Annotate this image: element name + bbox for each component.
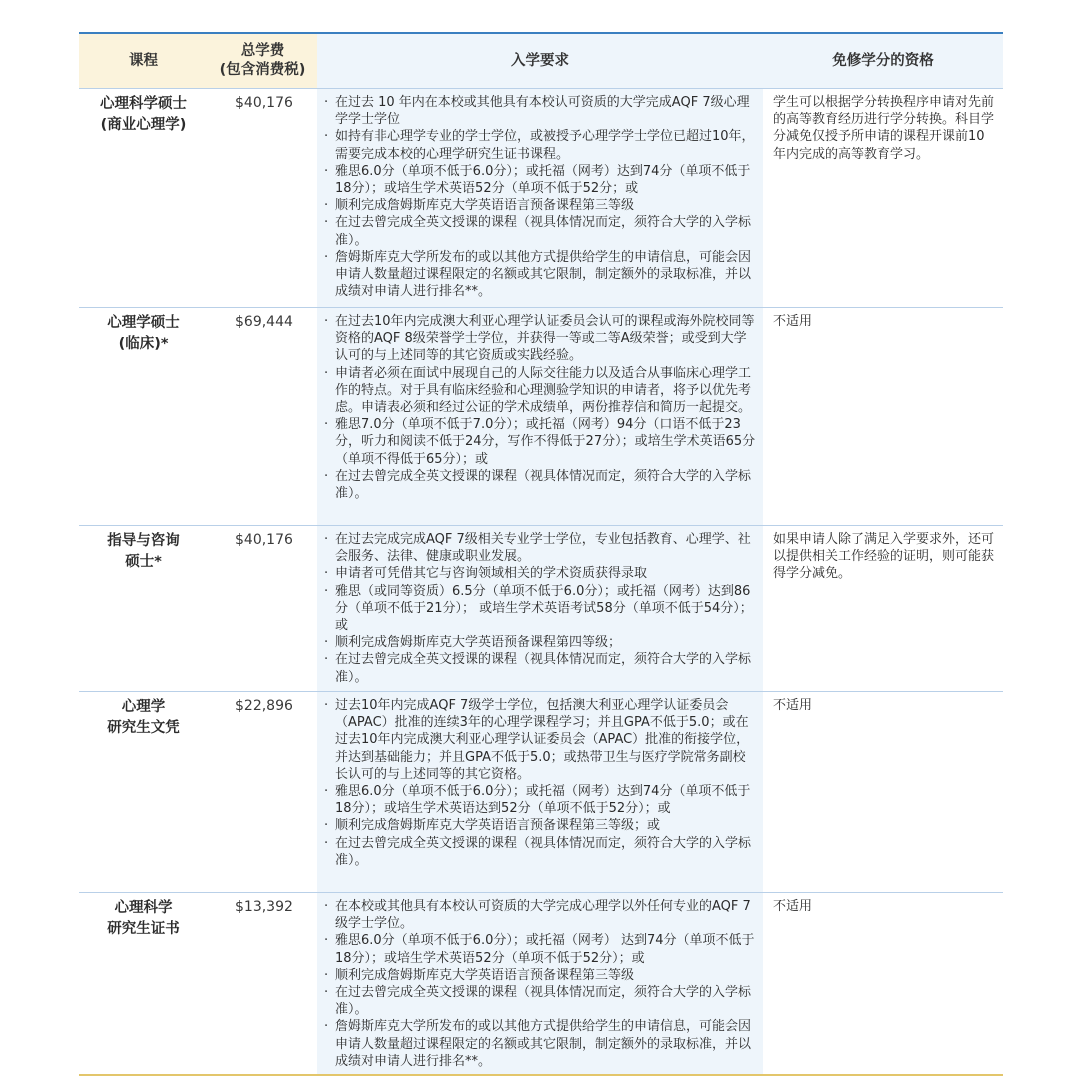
requirement-item: · 詹姆斯库克大学所发布的或以其他方式提供给学生的申请信息，可能会因申请人数量超过课程限定的名额或其它限制，制定额外的录取标准，并以成绩对申请人进行排名**。 bbox=[323, 1018, 757, 1070]
requirement-item: · 雅思6.0分（单项不低于6.0分）；或托福（网考）达到74分（单项不低于18分）；或培生学术英语52分（单项不低于52分；或 bbox=[323, 163, 757, 197]
requirement-item: · 申请者必须在面试中展现自己的人际交往能力以及适合从事临床心理学工作的特点。对于具有临床经验和心理测验学知识的申请者，将予以优先考虑。申请表必须和经过公证的学术成绩单，两份推荐信和简历一起提交。 bbox=[323, 365, 757, 417]
requirement-item: · 雅思6.0分（单项不低于6.0分）；或托福（网考） 达到74分（单项不低于18分）；或培生学术英语52分（单项不低于52分）；或 bbox=[323, 932, 757, 966]
table-row bbox=[79, 88, 1003, 307]
programs-table bbox=[79, 32, 1003, 1076]
tuition-fee: $40,176 bbox=[208, 89, 317, 307]
requirement-item: · 顺利完成詹姆斯库克大学英语语言预备课程第三等级 bbox=[323, 967, 757, 984]
requirement-item: · 在过去曾完成全英文授课的课程（视具体情况而定，须符合大学的入学标准）。 bbox=[323, 214, 757, 248]
requirement-item: · 在过去曾完成全英文授课的课程（视具体情况而定，须符合大学的入学标准）。 bbox=[323, 468, 757, 502]
requirements-cell bbox=[317, 692, 763, 892]
table-row bbox=[79, 892, 1003, 1074]
course-name: 心理科学硕士 (商业心理学) bbox=[79, 89, 208, 307]
requirements-cell bbox=[317, 308, 763, 525]
requirement-item: · 在过去曾完成全英文授课的课程（视具体情况而定，须符合大学的入学标准）。 bbox=[323, 835, 757, 869]
header-course: 课程 bbox=[79, 34, 208, 88]
table-header-row bbox=[79, 34, 1003, 88]
credit-eligibility: 如果申请人除了满足入学要求外，还可以提供相关工作经验的证明，则可能获得学分减免。 bbox=[763, 526, 1003, 691]
requirement-item: · 申请者可凭借其它与咨询领域相关的学术资质获得录取 bbox=[323, 565, 757, 582]
requirement-item: · 如持有非心理学专业的学士学位，或被授予心理学学士学位已超过10年，需要完成本校的心理学研究生证书课程。 bbox=[323, 128, 757, 162]
course-name: 指导与咨询 硕士* bbox=[79, 526, 208, 691]
credit-eligibility: 学生可以根据学分转换程序申请对先前的高等教育经历进行学分转换。科目学分减免仅授予所申请的课程开课前10年内完成的高等教育学习。 bbox=[763, 89, 1003, 307]
credit-eligibility: 不适用 bbox=[763, 893, 1003, 1074]
tuition-fee: $22,896 bbox=[208, 692, 317, 892]
tuition-fee: $40,176 bbox=[208, 526, 317, 691]
requirements-cell bbox=[317, 526, 763, 691]
requirement-item: · 在本校或其他具有本校认可资质的大学完成心理学以外任何专业的AQF 7级学士学位。 bbox=[323, 898, 757, 932]
header-credit: 免修学分的资格 bbox=[763, 34, 1003, 88]
requirement-item: · 雅思（或同等资质）6.5分（单项不低于6.0分）；或托福（网考）达到86分（单项不低于21分）； 或培生学术英语考试58分（单项不低于54分）；或 bbox=[323, 583, 757, 635]
requirements-cell bbox=[317, 893, 763, 1074]
requirement-item: · 顺利完成詹姆斯库克大学英语语言预备课程第三等级 bbox=[323, 197, 757, 214]
requirement-item: · 在过去10年内完成澳大利亚心理学认证委员会认可的课程或海外院校同等资格的AQF 8级荣誉学士学位，并获得一等或二等A级荣誉；或受到大学认可的与上述同等的其它资质或实践经验。 bbox=[323, 313, 757, 365]
course-name: 心理科学 研究生证书 bbox=[79, 893, 208, 1074]
table-row bbox=[79, 691, 1003, 892]
requirement-item: · 雅思7.0分（单项不低于7.0分）；或托福（网考）94分（口语不低于23分，听力和阅读不低于24分，写作不得低于27分）；或培生学术英语65分（单项不得低于65分）；或 bbox=[323, 416, 757, 468]
requirement-item: · 詹姆斯库克大学所发布的或以其他方式提供给学生的申请信息，可能会因申请人数量超过课程限定的名额或其它限制，制定额外的录取标准，并以成绩对申请人进行排名**。 bbox=[323, 249, 757, 301]
table-row bbox=[79, 307, 1003, 525]
requirements-list bbox=[323, 697, 757, 869]
requirements-cell bbox=[317, 89, 763, 307]
requirements-list bbox=[323, 898, 757, 1070]
requirement-item: · 雅思6.0分（单项不低于6.0分）；或托福（网考）达到74分（单项不低于18分）；或培生学术英语达到52分（单项不低于52分）；或 bbox=[323, 783, 757, 817]
requirement-item: · 在过去 10 年内在本校或其他具有本校认可资质的大学完成AQF 7级心理学学士学位 bbox=[323, 94, 757, 128]
credit-eligibility: 不适用 bbox=[763, 308, 1003, 525]
requirement-item: · 在过去曾完成全英文授课的课程（视具体情况而定，须符合大学的入学标准）。 bbox=[323, 651, 757, 685]
requirement-item: · 顺利完成詹姆斯库克大学英语预备课程第四等级； bbox=[323, 634, 757, 651]
credit-eligibility: 不适用 bbox=[763, 692, 1003, 892]
table-row bbox=[79, 525, 1003, 691]
header-fee: 总学费 (包含消费税) bbox=[208, 34, 317, 88]
requirements-list bbox=[323, 531, 757, 686]
requirement-item: · 在过去完成完成AQF 7级相关专业学士学位，专业包括教育、心理学、社会服务、法律、健康或职业发展。 bbox=[323, 531, 757, 565]
tuition-fee: $13,392 bbox=[208, 893, 317, 1074]
header-requirements: 入学要求 bbox=[317, 34, 763, 88]
tuition-fee: $69,444 bbox=[208, 308, 317, 525]
course-name: 心理学硕士 (临床)* bbox=[79, 308, 208, 525]
requirements-list bbox=[323, 313, 757, 502]
requirement-item: · 在过去曾完成全英文授课的课程（视具体情况而定，须符合大学的入学标准）。 bbox=[323, 984, 757, 1018]
requirements-list bbox=[323, 94, 757, 300]
requirement-item: · 顺利完成詹姆斯库克大学英语语言预备课程第三等级；或 bbox=[323, 817, 757, 834]
course-name: 心理学 研究生文凭 bbox=[79, 692, 208, 892]
requirement-item: · 过去10年内完成AQF 7级学士学位，包括澳大利亚心理学认证委员会（APAC）批准的连续3年的心理学课程学习；并且GPA不低于5.0；或在过去10年内完成澳大利亚心理学认证委员会（APAC）批准的衔接学位，并达到基础能力；并且GPA不低于5.0；或热带卫生与医疗学院常务副校长认可的与上述同等的其它资格。 bbox=[323, 697, 757, 783]
